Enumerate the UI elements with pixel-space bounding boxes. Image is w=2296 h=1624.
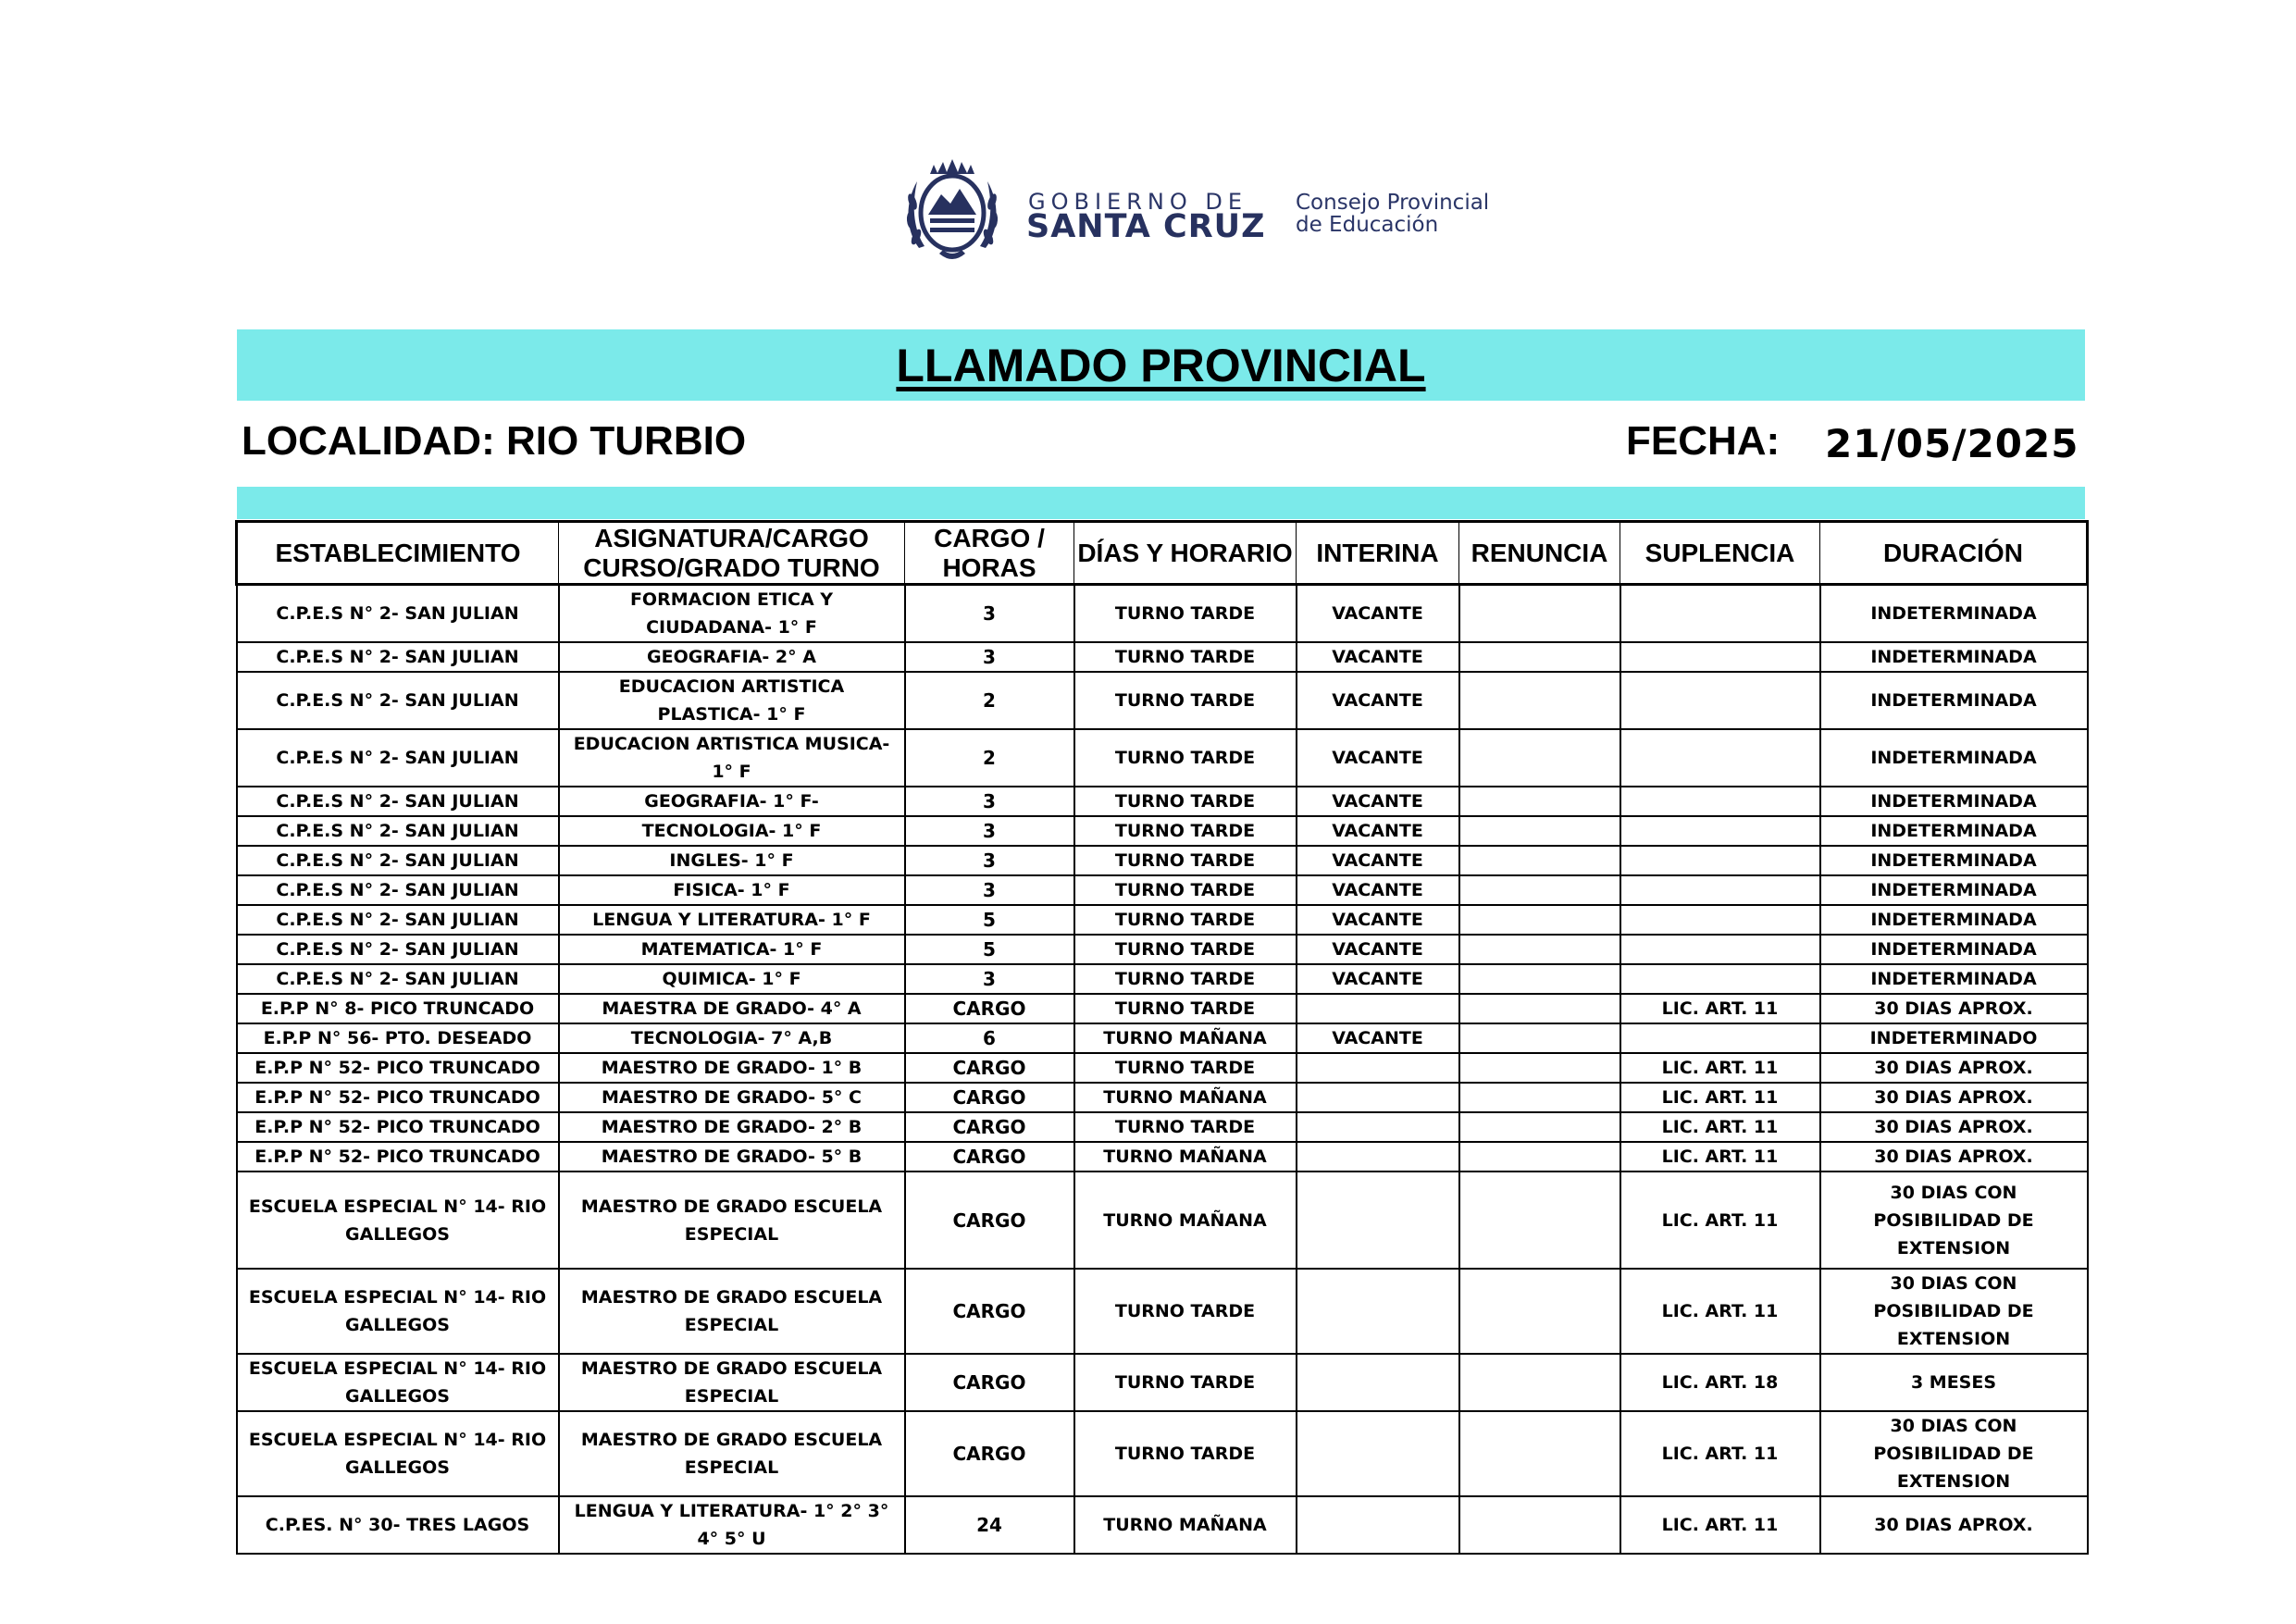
cell-interina: VACANTE [1297,672,1459,729]
cell-interina [1297,1142,1459,1172]
government-logo [902,157,1550,273]
cell-establecimiento: ESCUELA ESPECIAL N° 14- RIO GALLEGOS [237,1411,559,1496]
cell-interina [1297,1112,1459,1142]
santa-cruz-seal-icon [902,157,1002,268]
cell-dias-horario: TURNO TARDE [1074,729,1297,787]
cell-dias-horario: TURNO MAÑANA [1074,1142,1297,1172]
cell-interina: VACANTE [1297,816,1459,846]
cell-suplencia [1620,729,1820,787]
cell-duracion: 3 MESES [1820,1354,2088,1411]
column-header-establecimiento: ESTABLECIMIENTO [237,522,559,585]
cell-cargo-horas: 3 [905,875,1074,905]
cell-dias-horario: TURNO MAÑANA [1074,1083,1297,1112]
cell-establecimiento: ESCUELA ESPECIAL N° 14- RIO GALLEGOS [237,1269,559,1354]
cell-duracion: INDETERMINADA [1820,672,2088,729]
cell-suplencia: LIC. ART. 11 [1620,1053,1820,1083]
column-header-renuncia: RENUNCIA [1459,522,1620,585]
cell-asignatura: MAESTRO DE GRADO ESCUELA ESPECIAL [559,1354,905,1411]
cell-establecimiento: E.P.P N° 56- PTO. DESEADO [237,1023,559,1053]
logo-council-line-1: Consejo Provincial [1296,191,1490,215]
cell-suplencia: LIC. ART. 11 [1620,1083,1820,1112]
cell-establecimiento: C.P.E.S N° 2- SAN JULIAN [237,787,559,816]
cell-establecimiento: C.P.E.S N° 2- SAN JULIAN [237,875,559,905]
cell-dias-horario: TURNO TARDE [1074,642,1297,672]
cell-duracion: 30 DIAS CON POSIBILIDAD DE EXTENSION [1820,1172,2088,1269]
cell-suplencia: LIC. ART. 11 [1620,1269,1820,1354]
table-row [237,1112,2088,1142]
cell-cargo-horas: 3 [905,787,1074,816]
cell-establecimiento: C.P.ES. N° 30- TRES LAGOS [237,1496,559,1554]
cell-renuncia [1459,846,1620,875]
cell-establecimiento: C.P.E.S N° 2- SAN JULIAN [237,905,559,935]
cell-cargo-horas: CARGO [905,1411,1074,1496]
cell-duracion: INDETERMINADA [1820,642,2088,672]
cell-dias-horario: TURNO TARDE [1074,585,1297,643]
cell-establecimiento: E.P.P N° 52- PICO TRUNCADO [237,1112,559,1142]
cell-establecimiento: C.P.E.S N° 2- SAN JULIAN [237,816,559,846]
cell-asignatura: GEOGRAFIA- 2° A [559,642,905,672]
cell-cargo-horas: 5 [905,935,1074,964]
column-header-cargo-horas: CARGO / HORAS [905,522,1074,585]
cell-cargo-horas: 5 [905,905,1074,935]
cell-cargo-horas: CARGO [905,1112,1074,1142]
cell-asignatura: MAESTRO DE GRADO- 5° B [559,1142,905,1172]
cell-suplencia [1620,585,1820,643]
table-row [237,1354,2088,1411]
column-header-duracion: DURACIÓN [1820,522,2088,585]
cell-duracion: INDETERMINADA [1820,875,2088,905]
cell-cargo-horas: 24 [905,1496,1074,1554]
cell-cargo-horas: 2 [905,672,1074,729]
cell-suplencia: LIC. ART. 11 [1620,1411,1820,1496]
cell-establecimiento: E.P.P N° 52- PICO TRUNCADO [237,1053,559,1083]
cell-suplencia [1620,672,1820,729]
cell-duracion: 30 DIAS CON POSIBILIDAD DE EXTENSION [1820,1411,2088,1496]
cell-establecimiento: C.P.E.S N° 2- SAN JULIAN [237,585,559,643]
cell-interina [1297,1083,1459,1112]
localidad-label: LOCALIDAD: RIO TURBIO [242,418,747,464]
cell-cargo-horas: 3 [905,642,1074,672]
cell-establecimiento: C.P.E.S N° 2- SAN JULIAN [237,935,559,964]
fecha-label: FECHA: [1626,418,1781,464]
cell-asignatura: MAESTRO DE GRADO ESCUELA ESPECIAL [559,1269,905,1354]
cell-interina: VACANTE [1297,1023,1459,1053]
cell-interina [1297,1269,1459,1354]
page-title: LLAMADO PROVINCIAL [896,340,1426,391]
cell-asignatura: FISICA- 1° F [559,875,905,905]
cell-duracion: INDETERMINADO [1820,1023,2088,1053]
cell-duracion: 30 DIAS APROX. [1820,1496,2088,1554]
cell-renuncia [1459,1142,1620,1172]
cell-cargo-horas: CARGO [905,994,1074,1023]
cell-dias-horario: TURNO TARDE [1074,672,1297,729]
cell-suplencia [1620,935,1820,964]
cell-cargo-horas: CARGO [905,1269,1074,1354]
cell-asignatura: MAESTRO DE GRADO- 5° C [559,1083,905,1112]
positions-table [235,520,2089,1555]
cell-interina [1297,1354,1459,1411]
cell-cargo-horas: CARGO [905,1172,1074,1269]
cell-cargo-horas: CARGO [905,1142,1074,1172]
cell-renuncia [1459,1172,1620,1269]
cell-suplencia [1620,787,1820,816]
cell-suplencia: LIC. ART. 11 [1620,1112,1820,1142]
cell-duracion: 30 DIAS APROX. [1820,1083,2088,1112]
cell-suplencia [1620,642,1820,672]
cell-dias-horario: TURNO TARDE [1074,1269,1297,1354]
cell-dias-horario: TURNO TARDE [1074,1411,1297,1496]
cell-establecimiento: ESCUELA ESPECIAL N° 14- RIO GALLEGOS [237,1172,559,1269]
cell-dias-horario: TURNO TARDE [1074,875,1297,905]
cell-dias-horario: TURNO TARDE [1074,787,1297,816]
cell-suplencia [1620,1023,1820,1053]
table-row [237,1411,2088,1496]
cell-interina [1297,1053,1459,1083]
cell-duracion: 30 DIAS APROX. [1820,1142,2088,1172]
cell-asignatura: MAESTRO DE GRADO- 2° B [559,1112,905,1142]
cell-duracion: INDETERMINADA [1820,935,2088,964]
fecha-value: 21/05/2025 [1825,421,2079,466]
cell-dias-horario: TURNO TARDE [1074,935,1297,964]
column-header-asignatura: ASIGNATURA/CARGO CURSO/GRADO TURNO [559,522,905,585]
table-row [237,642,2088,672]
cell-renuncia [1459,1023,1620,1053]
cell-renuncia [1459,935,1620,964]
cell-establecimiento: ESCUELA ESPECIAL N° 14- RIO GALLEGOS [237,1354,559,1411]
cell-asignatura: MAESTRA DE GRADO- 4° A [559,994,905,1023]
cell-establecimiento: C.P.E.S N° 2- SAN JULIAN [237,846,559,875]
cell-asignatura: LENGUA Y LITERATURA- 1° F [559,905,905,935]
cell-duracion: 30 DIAS CON POSIBILIDAD DE EXTENSION [1820,1269,2088,1354]
table-row [237,875,2088,905]
cell-suplencia [1620,905,1820,935]
table-row [237,994,2088,1023]
cell-renuncia [1459,964,1620,994]
cell-duracion: INDETERMINADA [1820,729,2088,787]
cell-suplencia: LIC. ART. 18 [1620,1354,1820,1411]
table-row [237,1172,2088,1269]
table-row [237,1023,2088,1053]
cell-cargo-horas: CARGO [905,1354,1074,1411]
cell-establecimiento: E.P.P N° 52- PICO TRUNCADO [237,1083,559,1112]
cell-establecimiento: C.P.E.S N° 2- SAN JULIAN [237,672,559,729]
table-row [237,729,2088,787]
table-row [237,1053,2088,1083]
cell-establecimiento: C.P.E.S N° 2- SAN JULIAN [237,729,559,787]
cell-renuncia [1459,672,1620,729]
cell-duracion: 30 DIAS APROX. [1820,1053,2088,1083]
cell-suplencia: LIC. ART. 11 [1620,1496,1820,1554]
cell-suplencia: LIC. ART. 11 [1620,1142,1820,1172]
table-row [237,1269,2088,1354]
column-header-dias-horario: DÍAS Y HORARIO [1074,522,1297,585]
table-row [237,585,2088,643]
cell-suplencia [1620,816,1820,846]
table-row [237,816,2088,846]
cell-renuncia [1459,1354,1620,1411]
cell-cargo-horas: 6 [905,1023,1074,1053]
cell-duracion: INDETERMINADA [1820,964,2088,994]
cell-duracion: INDETERMINADA [1820,816,2088,846]
cell-interina: VACANTE [1297,905,1459,935]
cell-dias-horario: TURNO TARDE [1074,816,1297,846]
table-row [237,846,2088,875]
cell-dias-horario: TURNO MAÑANA [1074,1172,1297,1269]
column-header-interina: INTERINA [1297,522,1459,585]
cell-cargo-horas: CARGO [905,1053,1074,1083]
cell-establecimiento: E.P.P N° 52- PICO TRUNCADO [237,1142,559,1172]
cell-interina [1297,1411,1459,1496]
cell-interina: VACANTE [1297,875,1459,905]
cell-duracion: INDETERMINADA [1820,787,2088,816]
cell-interina: VACANTE [1297,729,1459,787]
cell-interina [1297,994,1459,1023]
table-row [237,1496,2088,1554]
cell-dias-horario: TURNO TARDE [1074,846,1297,875]
cell-renuncia [1459,1053,1620,1083]
cell-interina: VACANTE [1297,585,1459,643]
logo-council-line-2: de Educación [1296,213,1439,237]
cell-asignatura: FORMACION ETICA Y CIUDADANA- 1° F [559,585,905,643]
cell-dias-horario: TURNO TARDE [1074,1112,1297,1142]
cell-duracion: INDETERMINADA [1820,905,2088,935]
cell-renuncia [1459,905,1620,935]
table-body [237,585,2088,1555]
cell-cargo-horas: 2 [905,729,1074,787]
cell-renuncia [1459,787,1620,816]
cell-asignatura: LENGUA Y LITERATURA- 1° 2° 3° 4° 5° U [559,1496,905,1554]
cell-asignatura: EDUCACION ARTISTICA PLASTICA- 1° F [559,672,905,729]
cell-cargo-horas: 3 [905,964,1074,994]
cell-dias-horario: TURNO TARDE [1074,905,1297,935]
cell-interina [1297,1172,1459,1269]
cell-renuncia [1459,816,1620,846]
cell-renuncia [1459,1269,1620,1354]
table-row [237,964,2088,994]
title-band [237,329,2085,401]
cell-asignatura: MAESTRO DE GRADO ESCUELA ESPECIAL [559,1172,905,1269]
cell-renuncia [1459,642,1620,672]
cell-interina: VACANTE [1297,935,1459,964]
table-row [237,905,2088,935]
cell-suplencia: LIC. ART. 11 [1620,994,1820,1023]
table-row [237,672,2088,729]
cell-duracion: 30 DIAS APROX. [1820,994,2088,1023]
cell-renuncia [1459,1112,1620,1142]
cell-suplencia [1620,875,1820,905]
cell-renuncia [1459,1083,1620,1112]
cell-dias-horario: TURNO TARDE [1074,964,1297,994]
cell-establecimiento: E.P.P N° 8- PICO TRUNCADO [237,994,559,1023]
cell-renuncia [1459,1496,1620,1554]
logo-government-line: GOBIERNO DE [1028,189,1247,215]
cell-renuncia [1459,729,1620,787]
cell-asignatura: TECNOLOGIA- 7° A,B [559,1023,905,1053]
cell-suplencia [1620,846,1820,875]
table-row [237,1142,2088,1172]
cell-asignatura: MATEMATICA- 1° F [559,935,905,964]
cell-renuncia [1459,1411,1620,1496]
cell-renuncia [1459,875,1620,905]
header-divider-band [237,487,2085,519]
cell-cargo-horas: 3 [905,816,1074,846]
cell-renuncia [1459,585,1620,643]
cell-asignatura: MAESTRO DE GRADO- 1° B [559,1053,905,1083]
table-row [237,787,2088,816]
cell-dias-horario: TURNO TARDE [1074,994,1297,1023]
table-row [237,1083,2088,1112]
cell-asignatura: GEOGRAFIA- 1° F- [559,787,905,816]
logo-province-name: SANTA CRUZ [1026,208,1266,245]
cell-dias-horario: TURNO TARDE [1074,1053,1297,1083]
cell-cargo-horas: CARGO [905,1083,1074,1112]
column-header-suplencia: SUPLENCIA [1620,522,1820,585]
table-row [237,935,2088,964]
cell-cargo-horas: 3 [905,846,1074,875]
cell-interina: VACANTE [1297,642,1459,672]
cell-interina: VACANTE [1297,787,1459,816]
cell-dias-horario: TURNO MAÑANA [1074,1496,1297,1554]
cell-asignatura: QUIMICA- 1° F [559,964,905,994]
cell-asignatura: MAESTRO DE GRADO ESCUELA ESPECIAL [559,1411,905,1496]
cell-cargo-horas: 3 [905,585,1074,643]
table-header-row [237,522,2088,585]
cell-duracion: INDETERMINADA [1820,585,2088,643]
cell-renuncia [1459,994,1620,1023]
cell-asignatura: INGLES- 1° F [559,846,905,875]
cell-dias-horario: TURNO MAÑANA [1074,1023,1297,1053]
cell-duracion: 30 DIAS APROX. [1820,1112,2088,1142]
cell-interina: VACANTE [1297,846,1459,875]
cell-establecimiento: C.P.E.S N° 2- SAN JULIAN [237,642,559,672]
cell-asignatura: EDUCACION ARTISTICA MUSICA- 1° F [559,729,905,787]
cell-establecimiento: C.P.E.S N° 2- SAN JULIAN [237,964,559,994]
cell-suplencia [1620,964,1820,994]
cell-interina [1297,1496,1459,1554]
cell-dias-horario: TURNO TARDE [1074,1354,1297,1411]
cell-interina: VACANTE [1297,964,1459,994]
cell-duracion: INDETERMINADA [1820,846,2088,875]
cell-asignatura: TECNOLOGIA- 1° F [559,816,905,846]
cell-suplencia: LIC. ART. 11 [1620,1172,1820,1269]
